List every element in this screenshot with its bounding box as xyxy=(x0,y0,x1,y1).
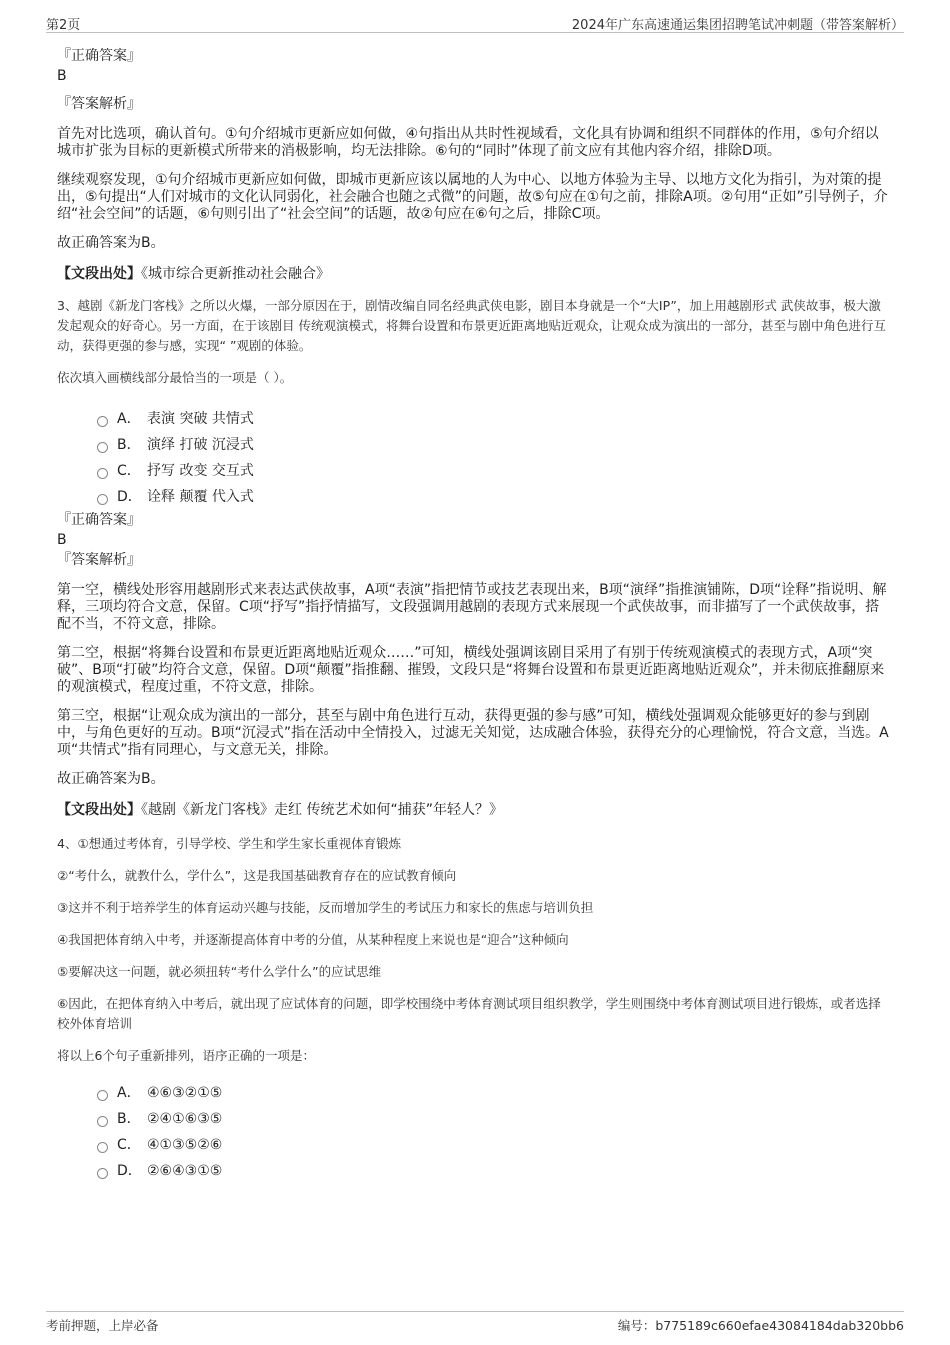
source-line xyxy=(57,264,891,284)
question-prompt: 将以上6个句子重新排列，语序正确的一项是： xyxy=(57,1048,315,1063)
question-sentence: ⑤要解决这一问题，就必须扭转“考什么学什么”的应试思维 xyxy=(57,964,382,979)
source-line xyxy=(57,800,891,820)
page-header xyxy=(46,14,904,33)
radio-icon[interactable] xyxy=(97,1116,108,1127)
page-footer xyxy=(46,1311,904,1336)
option-text: 演绎 打破 沉浸式 xyxy=(147,437,254,453)
option-d[interactable]: D． 诠释 颠覆 代入式 xyxy=(97,484,891,510)
option-c[interactable]: C． 抒写 改变 交互式 xyxy=(97,458,891,484)
radio-icon[interactable] xyxy=(97,1142,108,1153)
answer-value: B xyxy=(57,532,67,548)
analysis-paragraph: 第三空，根据“让观众成为演出的一部分，甚至与剧中角色进行互动，获得更强的参与感”可知，横线处强调观众能够更好的参与到剧中，与角色更好的互动。B项“沉浸式”指在活动中全情投入，过滤无关知觉，达成融合体验，获得充分的心理愉悦，符合文意，当选。A项“共情式”指有同理心，与文意无关，排除。 xyxy=(57,708,889,758)
answer-label: 『正确答案』 xyxy=(57,48,141,64)
analysis-paragraph: 第一空，横线处形容用越剧形式来表达武侠故事，A项“表演”指把情节或技艺表现出来，B项“演绎”指推演铺陈，D项“诠释”指说明、解释，三项均符合文意，保留。C项“抒写”指抒情描写，文段强调用越剧的表现方式来展现一个武侠故事，而非描写了一个武侠故事，搭配不当，不符文意，排除。 xyxy=(57,582,887,632)
option-text: 抒写 改变 交互式 xyxy=(147,463,254,479)
radio-icon[interactable] xyxy=(97,416,108,427)
option-text: ④⑥③②①⑤ xyxy=(147,1085,223,1101)
analysis-paragraph: 第二空，根据“将舞台设置和布景更近距离地贴近观众……”可知，横线处强调该剧目采用了有别于传统观演模式的表现方式，A项“突破”、B项“打破”均符合文意，保留。D项“颠覆”指推翻、摧毁，文段只是“将舞台设置和布景更近距离地贴近观众”，并未彻底推翻原来的观演模式，程度过重，不符文意，排除。 xyxy=(57,645,885,695)
document-serial: 编号：b775189c660efae43084184dab320bb6 xyxy=(617,1318,904,1333)
source-title: 《越剧《新龙门客栈》走红 传统艺术如何“捕获”年轻人？》 xyxy=(141,802,503,818)
question-sentence: ③这并不利于培养学生的体育运动兴趣与技能，反而增加学生的考试压力和家长的焦虑与培训负担 xyxy=(57,900,594,915)
option-text: 表演 突破 共情式 xyxy=(147,411,254,427)
question-sentence: 4、①想通过考体育，引导学校、学生和学生家长重视体育锻炼 xyxy=(57,836,402,851)
analysis-conclusion: 故正确答案为B。 xyxy=(57,771,165,787)
option-text: ②④①⑥③⑤ xyxy=(147,1111,223,1127)
source-label: 【文段出处】 xyxy=(57,266,141,282)
option-b[interactable]: B． ②④①⑥③⑤ xyxy=(97,1106,891,1132)
source-title: 《城市综合更新推动社会融合》 xyxy=(141,266,330,282)
document-title: 2024年广东高速通运集团招聘笔试冲刺题（带答案解析） xyxy=(571,18,904,33)
page-content xyxy=(57,46,891,1184)
option-a[interactable]: A． ④⑥③②①⑤ xyxy=(97,1080,891,1106)
option-a[interactable]: A． 表演 突破 共情式 xyxy=(97,406,891,432)
page-number: 第2页 xyxy=(46,18,81,33)
option-d[interactable]: D． ②⑥④③①⑤ xyxy=(97,1158,891,1184)
radio-icon[interactable] xyxy=(97,1090,108,1101)
analysis-label: 『答案解析』 xyxy=(57,96,141,112)
question-stem: 3、越剧《新龙门客栈》之所以火爆，一部分原因在于，剧情改编自同名经典武侠电影，剧目本身就是一个“大IP”，加上用越剧形式 武侠故事，极大激发起观众的好奇心。另一方面，在于该剧目 传统观演模式，将舞台设置和布景更近距离地贴近观众，让观众成为演出的一部分，甚至与剧中角色进行互动，获得更强的参与感，实现“ ”观剧的体验。 xyxy=(57,298,886,353)
option-c[interactable]: C． ④①③⑤②⑥ xyxy=(97,1132,891,1158)
question-prompt: 依次填入画横线部分最恰当的一项是（ ）。 xyxy=(57,370,293,385)
answer-label: 『正确答案』 xyxy=(57,512,141,528)
radio-icon[interactable] xyxy=(97,468,108,479)
answer-value: B xyxy=(57,68,67,84)
question-sentence: ②“考什么，就教什么，学什么”，这是我国基础教育存在的应试教育倾向 xyxy=(57,868,457,883)
option-text: ④①③⑤②⑥ xyxy=(147,1137,223,1153)
option-b[interactable]: B． 演绎 打破 沉浸式 xyxy=(97,432,891,458)
analysis-paragraph: 继续观察发现，①句介绍城市更新应如何做，即城市更新应该以属地的人为中心、以地方体验为主导、以地方文化为指引，为对策的提出，⑤句提出“人们对城市的文化认同弱化，社会融合也随之式微”的问题，故⑤句应在①句之前，排除A项。②句用“正如”引导例子，介绍“社会空间”的话题，⑥句则引出了“社会空间”的话题，故②句应在⑥句之后，排除C项。 xyxy=(57,172,888,222)
radio-icon[interactable] xyxy=(97,442,108,453)
option-text: ②⑥④③①⑤ xyxy=(147,1163,223,1179)
option-list xyxy=(97,406,891,510)
question-sentence: ⑥因此，在把体育纳入中考后，就出现了应试体育的问题，即学校围绕中考体育测试项目组织教学，学生则围绕中考体育测试项目进行锻炼，或者选择校外体育培训 xyxy=(57,996,881,1031)
analysis-label: 『答案解析』 xyxy=(57,552,141,568)
option-text: 诠释 颠覆 代入式 xyxy=(147,489,254,505)
analysis-paragraph: 首先对比选项，确认首句。①句介绍城市更新应如何做，④句指出从共时性视域看，文化具有协调和组织不同群体的作用，⑤句介绍以城市扩张为目标的更新模式所带来的消极影响，均无法排除。⑥句的“同时”体现了前文应有其他内容介绍，排除D项。 xyxy=(57,126,879,159)
option-list xyxy=(97,1080,891,1184)
radio-icon[interactable] xyxy=(97,494,108,505)
analysis-conclusion: 故正确答案为B。 xyxy=(57,235,165,251)
radio-icon[interactable] xyxy=(97,1168,108,1179)
source-label: 【文段出处】 xyxy=(57,802,141,818)
footer-slogan: 考前押题，上岸必备 xyxy=(46,1318,159,1333)
question-sentence: ④我国把体育纳入中考，并逐渐提高体育中考的分值，从某种程度上来说也是“迎合”这种倾向 xyxy=(57,932,569,947)
